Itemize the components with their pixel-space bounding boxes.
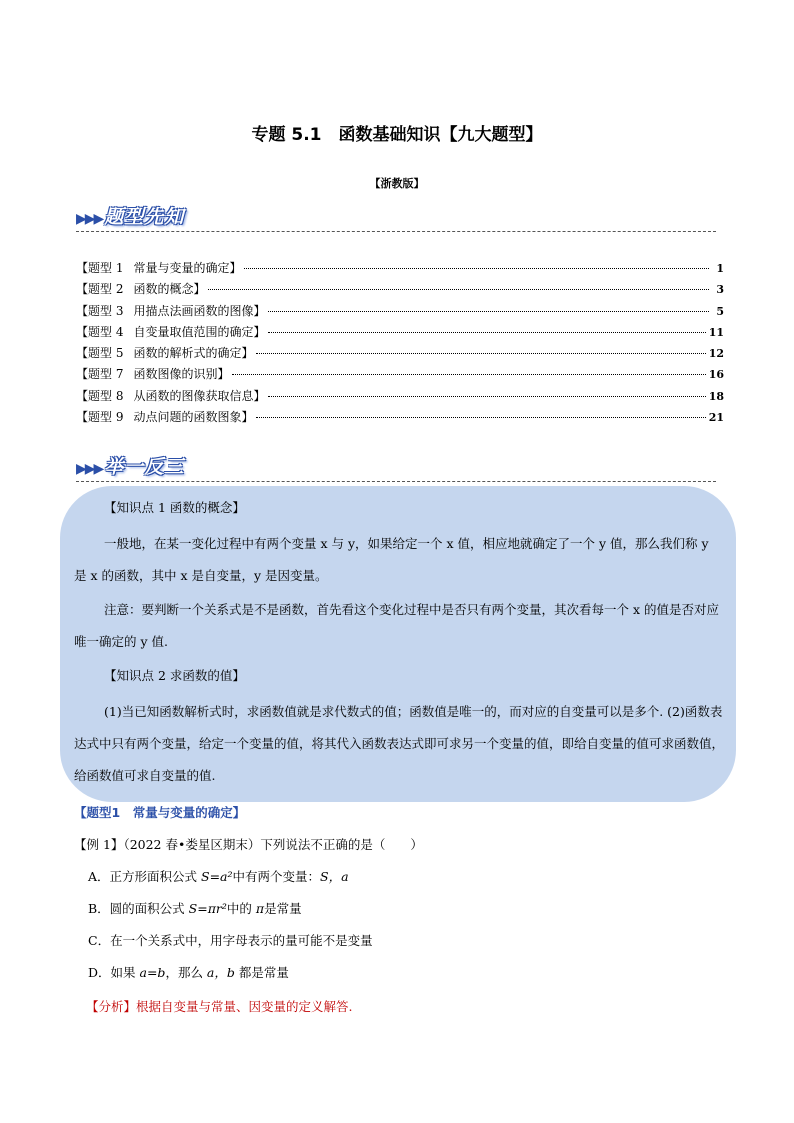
knowledge-point-1-note: 注意：要判断一个关系式是不是函数，首先看这个变化过程中是否只有两个变量，其次看每一个 x 的值是否对应唯一确定的 y 值. — [74, 602, 719, 649]
example-source: （2022 春•娄星区期末） — [123, 837, 261, 852]
example-question — [74, 835, 423, 853]
divider — [76, 481, 716, 482]
toc-row[interactable]: 【题型 3 用描点法画函数的图像】 5 — [76, 303, 724, 318]
triple-arrow-icon: ▶▶▶ — [76, 211, 103, 227]
banner-type-preview — [76, 202, 184, 230]
option-b[interactable]: B．圆的面积公式 S=πr²中的 π是常量 — [88, 901, 302, 916]
edition-label: 【浙教版】 — [369, 177, 425, 190]
toc-row[interactable]: 【题型 9 动点问题的函数图象】 21 — [76, 410, 724, 425]
option-d[interactable]: D．如果 a=b，那么 a，b 都是常量 — [88, 965, 289, 980]
divider — [76, 231, 716, 232]
knowledge-point-2-title: 【知识点 2 求函数的值】 — [104, 668, 245, 683]
banner-text: 举一反三 — [104, 456, 185, 478]
table-of-contents — [76, 259, 724, 429]
example-question-text: 下列说法不正确的是（ ） — [260, 837, 423, 852]
toc-row[interactable]: 【题型 4 自变量取值范围的确定】 11 — [76, 324, 724, 339]
option-a[interactable]: A．正方形面积公式 S=a²中有两个变量：S，a — [88, 869, 349, 884]
toc-row[interactable]: 【题型 1 常量与变量的确定】 1 — [76, 261, 724, 275]
document-title: 专题 5.1 函数基础知识【九大题型】 — [251, 125, 543, 145]
option-c[interactable]: C．在一个关系式中，用字母表示的量可能不是变量 — [88, 933, 373, 948]
toc-row[interactable]: 【题型 8 从函数的图像获取信息】 18 — [76, 388, 724, 403]
analysis-text: 【分析】根据自变量与常量、因变量的定义解答. — [86, 999, 353, 1014]
knowledge-point-2-body: (1)当已知函数解析式时，求函数值就是求代数式的值；函数值是唯一的，而对应的自变量可以是多个. (2)函数表达式中只有两个变量，给定一个变量的值，将其代入函数表达式即可求另一个变量的值，即给自变量的值可求函数值，给函数值可求自变量的值. — [74, 704, 725, 783]
knowledge-box — [60, 486, 736, 802]
toc-row[interactable]: 【题型 5 函数的解析式的确定】 12 — [76, 346, 724, 361]
example-label: 【例 1】 — [74, 837, 124, 852]
knowledge-point-1-definition: 一般地，在某一变化过程中有两个变量 x 与 y，如果给定一个 x 值，相应地就确定了一个 y 值，那么我们称 y 是 x 的函数，其中 x 是自变量，y 是因变量。 — [74, 536, 709, 583]
banner-examples — [76, 452, 184, 480]
section-heading-type-1: 【题型1 常量与变量的确定】 — [74, 805, 246, 820]
toc-row[interactable]: 【题型 7 函数图像的识别】 16 — [76, 367, 724, 382]
knowledge-point-1-title: 【知识点 1 函数的概念】 — [104, 500, 245, 515]
banner-text: 题型先知 — [104, 206, 185, 228]
triple-arrow-icon: ▶▶▶ — [76, 461, 103, 477]
toc-row[interactable]: 【题型 2 函数的概念】 3 — [76, 282, 724, 297]
